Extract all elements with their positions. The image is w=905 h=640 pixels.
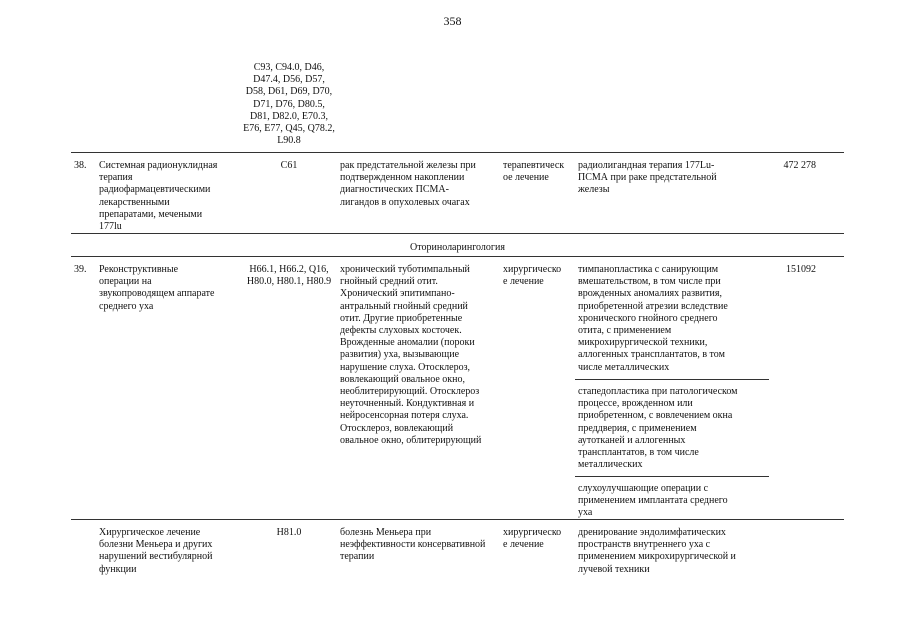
row-divider (71, 152, 844, 153)
page-number: 358 (443, 14, 462, 28)
treatment-name-cell: Системная радионуклидная терапия радиофармацевтическими лекарственными препаратами, мечеными 177lu (99, 160, 218, 233)
treatment-type-cell: хирургическо е лечение (503, 527, 562, 551)
sub-row-divider (575, 476, 769, 477)
section-title: Оториноларингология (410, 242, 505, 253)
row-number: 39. (74, 264, 87, 275)
treatment-method-cell: тимпанопластика с санирующим вмешательством, в том числе при врожденных аномалиях развития, приобретенной атрезии вследствие хронического гнойного среднего отита, с применением микрохирургической техники, аллогенных трансплантатов, в том числе металлических (578, 264, 728, 373)
treatment-type-cell: терапевтическ ое лечение (503, 160, 565, 184)
icd-codes-cell: Н81.0 (276, 527, 302, 538)
treatment-name-cell: Реконструктивные операции на звукопроводящем аппарате среднего уха (99, 264, 215, 312)
treatment-method-cell: слухоулучшающие операции с применением имплантата среднего уха (578, 483, 728, 519)
patient-model-cell: хронический туботимпальный гнойный средний отит. Хронический эпитимпано- антральный гнойный средний отит. Другие приобретенные дефекты слуховых косточек. Врожденные аномалии (пороки развития) уха, вызывающие нарушение слуха. Отосклероз, вовлекающий овальное окно, необлитерирующий. Отосклероз неуточненный. Кондуктивная и нейросенсорная потеря слуха. Отосклероз, вовлекающий овальное окно, облитерирующий (340, 264, 482, 446)
row-divider (71, 256, 844, 257)
continued-codes-cell: С93, С94.0, D46, D47.4, D56, D57, D58, D61, D69, D70, D71, D76, D80.5, D81, D82.0, Е70.3, Е76, Е77, Q45, Q78.2, L90.8 (243, 62, 335, 147)
cost-cell: 472 278 (783, 160, 816, 171)
sub-row-divider (575, 379, 769, 380)
treatment-type-cell: хирургическо е лечение (503, 264, 562, 288)
treatment-method-cell: стапедопластика при патологическом процессе, врожденном или приобретенном, с вовлечением окна преддверия, с применением аутотканей и аллогенных трансплантатов, в том числе металлических (578, 386, 738, 471)
icd-codes-cell: С61 (280, 160, 298, 171)
patient-model-cell: рак предстательной железы при подтвержденном накоплении диагностических ПСМА- лигандов в опухолевых очагах (340, 160, 476, 208)
treatment-method-cell: радиолигандная терапия 177Lu- ПСМА при раке предстательной железы (578, 160, 717, 196)
cost-cell: 151092 (786, 264, 816, 275)
patient-model-cell: болезнь Меньера при неэффективности консервативной терапии (340, 527, 486, 563)
treatment-name-cell: Хирургическое лечение болезни Меньера и других нарушений вестибулярной функции (99, 527, 213, 575)
row-number: 38. (74, 160, 87, 171)
treatment-method-cell: дренирование эндолимфатических пространств внутреннего уха с применением микрохирургической и лучевой техники (578, 527, 736, 575)
icd-codes-cell: Н66.1, Н66.2, Q16, Н80.0, Н80.1, Н80.9 (246, 264, 332, 288)
